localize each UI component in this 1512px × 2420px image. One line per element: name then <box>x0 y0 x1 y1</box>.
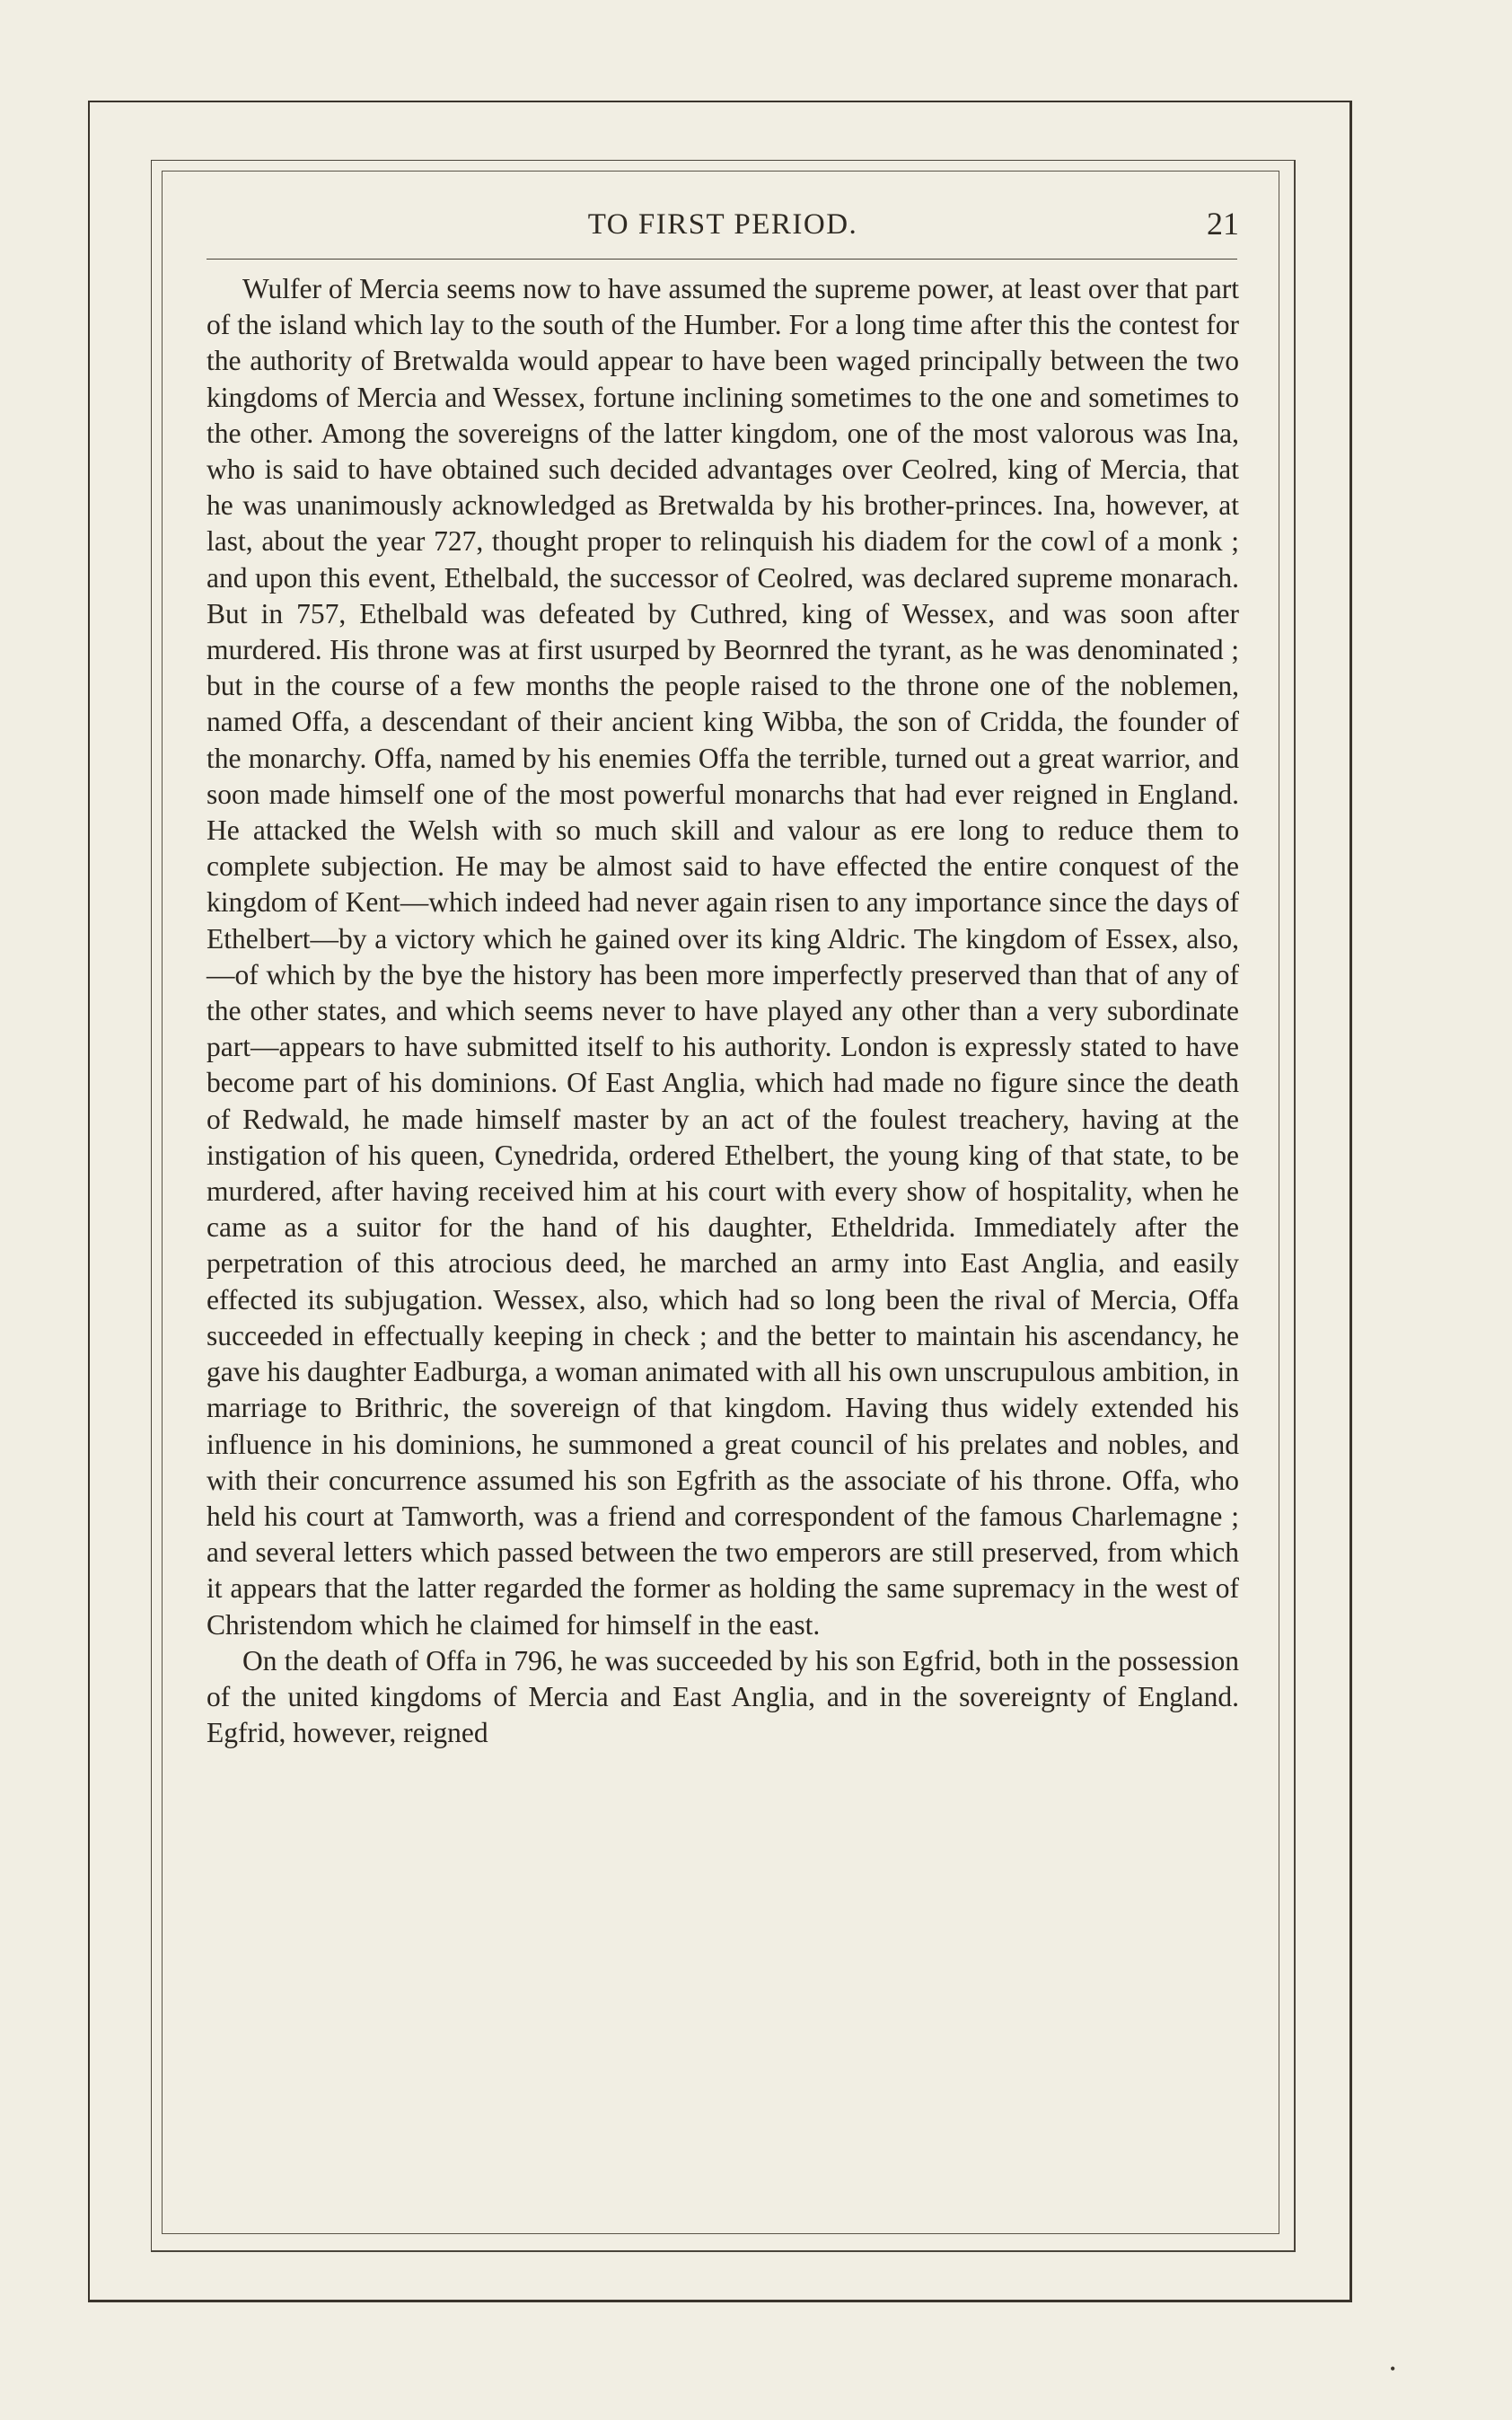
paragraph: Wulfer of Mercia seems now to have assumed the supreme power, at least over that part of the island which lay to the south of the Humber. For a long time after this the contest for the authority of Bretwalda would appear to have been waged principally between the two kingdoms of Mercia and Wessex, fortune inclining sometimes to the one and sometimes to the other. Among the sovereigns of the latter kingdom, one of the most valorous was Ina, who is said to have obtained such decided advantages over Ceolred, king of Mercia, that he was unanimously acknowledged as Bretwalda by his brother-princes. Ina, however, at last, about the year 727, thought proper to relinquish his diadem for the cowl of a monk ; and upon this event, Ethelbald, the successor of Ceolred, was declared supreme monarach. But in 757, Ethelbald was defeated by Cuthred, king of Wessex, and was soon after murdered. His throne was at first usurped by Beornred the tyrant, as he was denominated ; but in the course of a few months the people raised to the throne one of the noblemen, named Offa, a descendant of their ancient king Wibba, the son of Cridda, the founder of the monarchy. Offa, named by his enemies Offa the terrible, turned out a great warrior, and soon made himself one of the most powerful monarchs that had ever reigned in England. He attacked the Welsh with so much skill and valour as ere long to reduce them to complete subjection. He may be almost said to have effected the entire conquest of the kingdom of Kent—which indeed had never again risen to any importance since the days of Ethelbert—by a victory which he gained over its king Aldric. The kingdom of Essex, also,—of which by the bye the history has been more imperfectly preserved than that of any of the other states, and which seems never to have played any other than a very subordinate part—appears to have submitted itself to his authority. London is expressly stated to have become part of his dominions. Of East Anglia, which had made no figure since the death of Redwald, he made himself master by an act of the foulest treachery, having at the instigation of his queen, Cynedrida, ordered Ethelbert, the young king of that state, to be murdered, after having received him at his court with every show of hospitality, when he came as a suitor for the hand of his daughter, Etheldrida. Immediately after the perpetration of this atrocious deed, he marched an army into East Anglia, and easily effected its subjugation. Wessex, also, which had so long been the rival of Mercia, Offa succeeded in effectually keeping in check ; and the better to maintain his ascendancy, he gave his daughter Eadburga, a woman animated with all his own unscrupulous ambition, in marriage to Brithric, the sovereign of that kingdom. Having thus widely extended his influence in his dominions, he summoned a great council of his prelates and nobles, and with their concurrence assumed his son Egfrith as the associate of his throne. Offa, who held his court at Tamworth, was a friend and correspondent of the famous Charlemagne ; and several letters which passed between the two emperors are still preserved, from which it appears that the latter regarded the former as holding the same supremacy in the west of Christendom which he claimed for himself in the east. <box>207 273 1239 1641</box>
header-rule <box>207 259 1237 260</box>
running-title: TO FIRST PERIOD. <box>587 208 858 241</box>
page-number: 21 <box>1207 206 1239 242</box>
paragraph: On the death of Offa in 796, he was succeeded by his son Egfrid, both in the possession of the united kingdoms of Mercia and East Anglia, and in the sovereignty of England. Egfrid, however, reigned <box>207 1644 1239 1749</box>
running-head <box>207 199 1239 250</box>
body-text <box>207 271 1239 1751</box>
page-mark: • <box>1390 2360 1396 2378</box>
